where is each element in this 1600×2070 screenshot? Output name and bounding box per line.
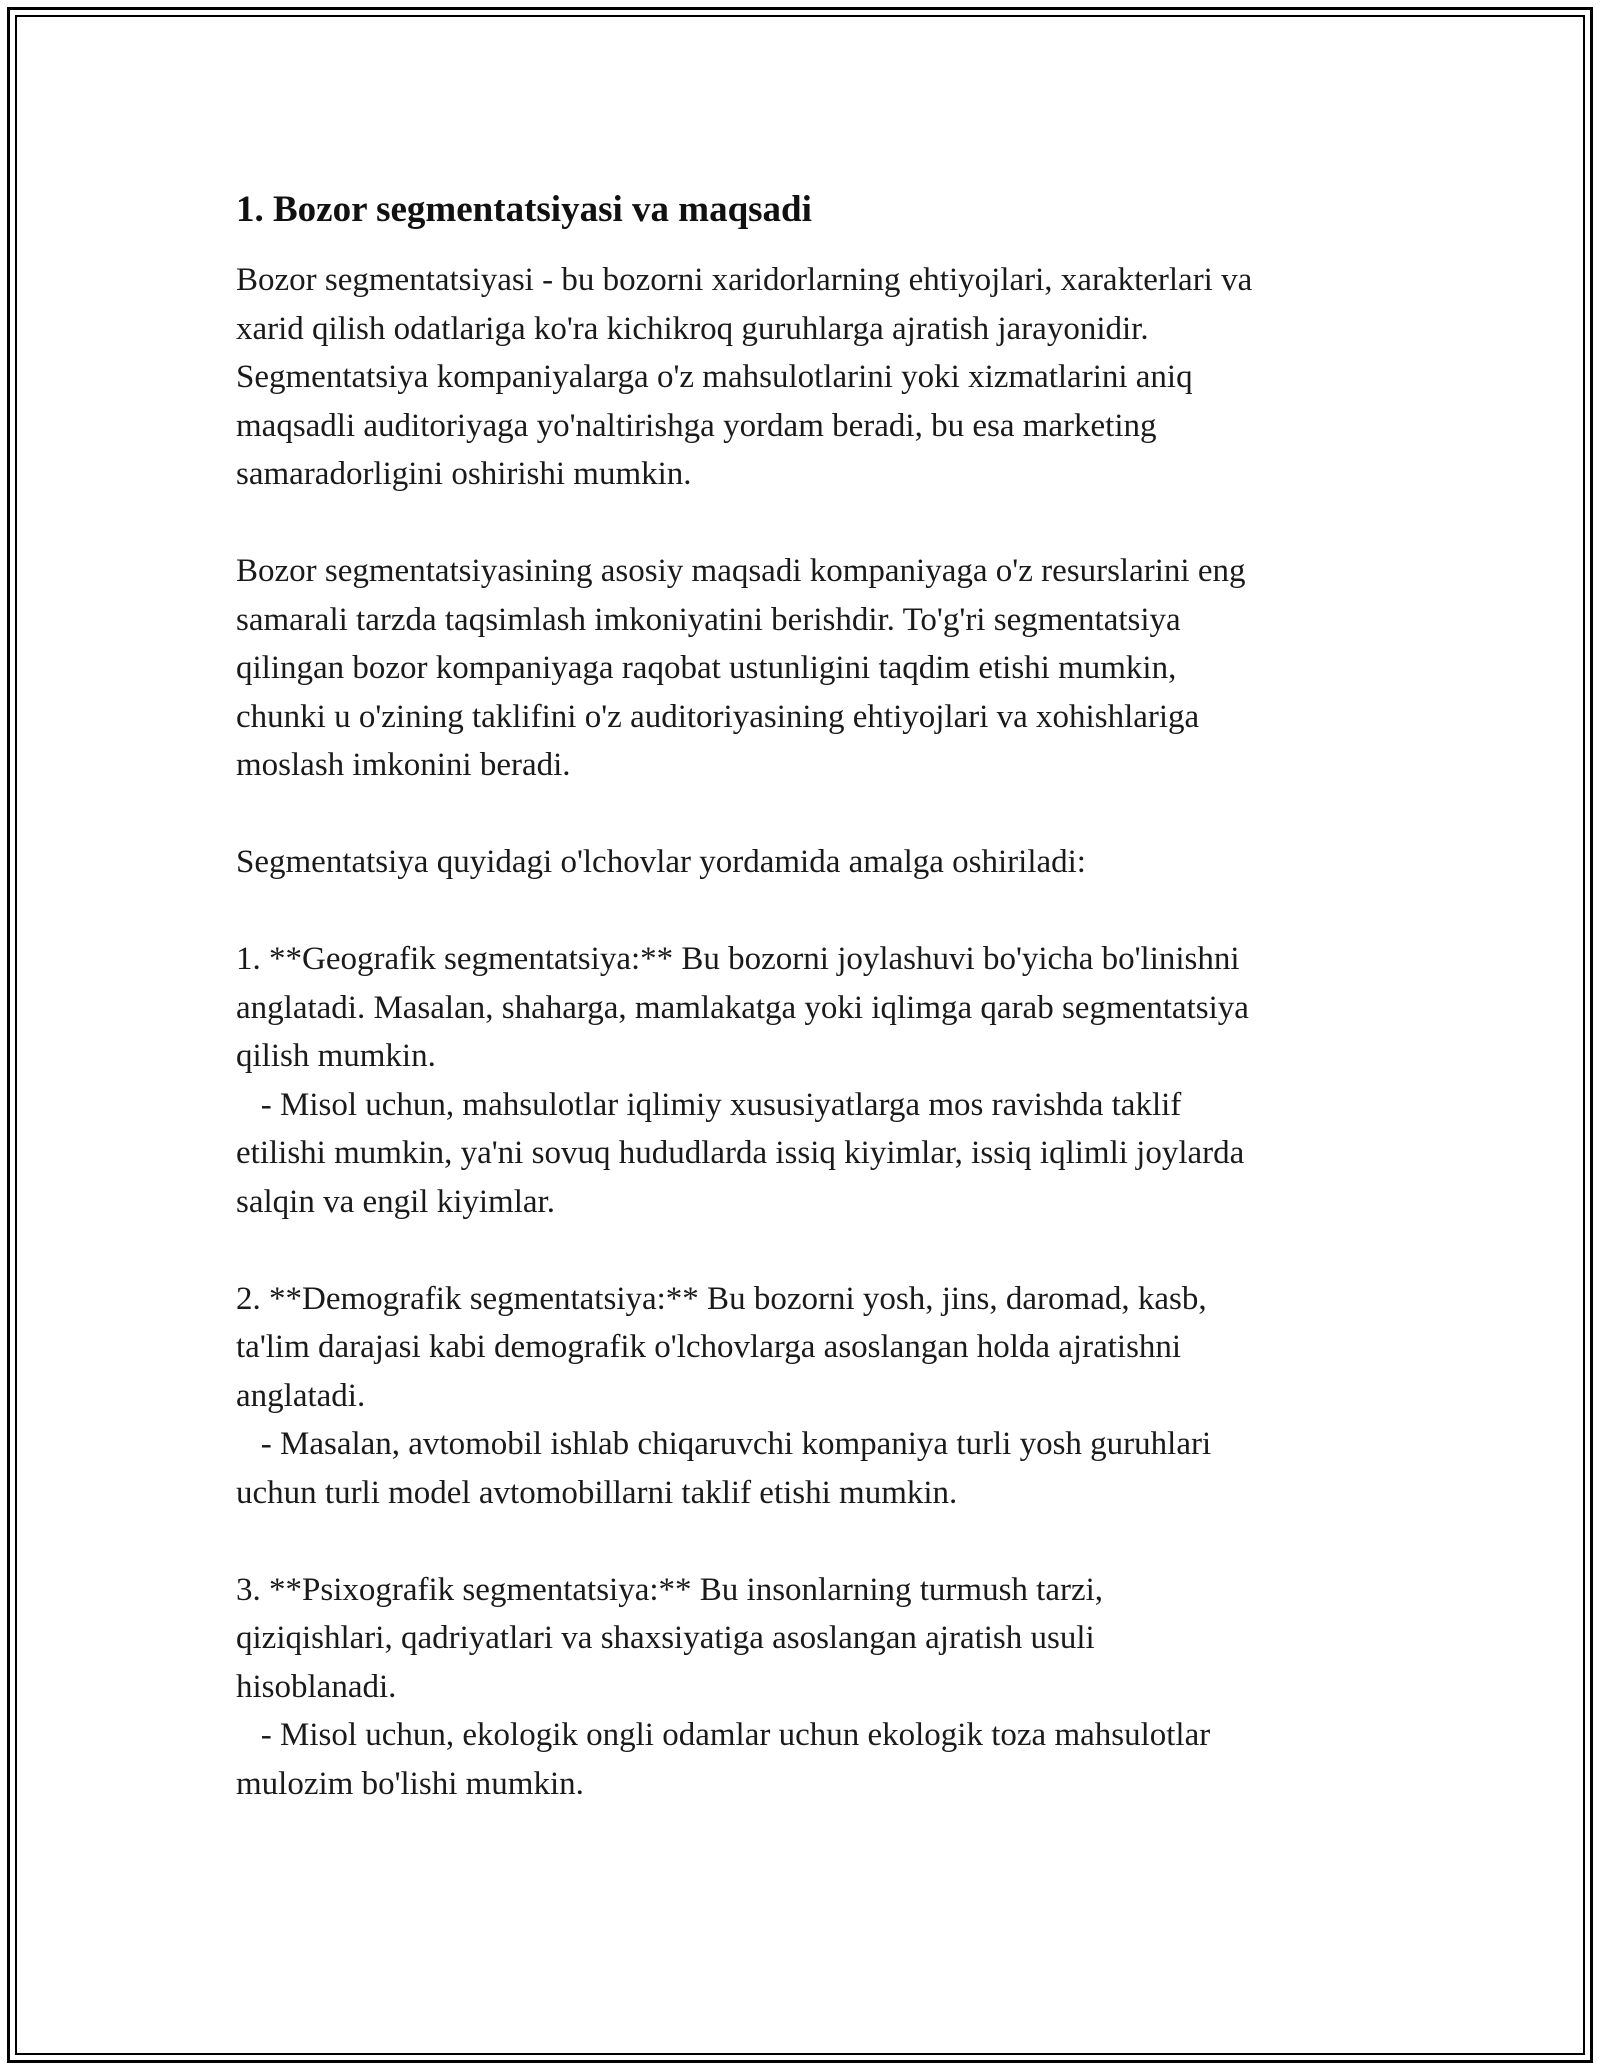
document-body	[236, 186, 1386, 1857]
list-item-geographic: 1. **Geografik segmentatsiya:** Bu bozorni joylashuvi bo'yicha bo'linishni anglatadi. Masalan, shaharga, mamlakatga yoki iqlimga qarab segmentatsiya qilish mumkin. - Misol uchun, mahsulotlar iqlimiy xususiyatlarga mos ravishda taklif etilishi mumkin, ya'ni sovuq hududlarda issiq kiyimlar, issiq iqlimli joylarda salqin va engil kiyimlar.	[236, 941, 1249, 1220]
section-heading: 1. Bozor segmentatsiyasi va maqsadi	[236, 189, 812, 230]
list-item-psychographic: 3. **Psixografik segmentatsiya:** Bu insonlarning turmush tarzi, qiziqishlari, qadriyatlari va shaxsiyatiga asoslangan ajratish usuli hisoblanadi. - Misol uchun, ekologik ongli odamlar uchun ekologik toza mahsulotlar mulozim bo'lishi mumkin.	[236, 1571, 1211, 1802]
paragraph-definition: Bozor segmentatsiyasi - bu bozorni xaridorlarning ehtiyojlari, xarakterlari va xarid qilish odatlariga ko'ra kichikroq guruhlarga ajratish jarayonidir. Segmentatsiya kompaniyalarga o'z mahsulotlarini yoki xizmatlarini aniq maqsadli auditoriyaga yo'naltirishga yordam beradi, bu esa marketing samaradorligini oshirishi mumkin.	[236, 262, 1253, 493]
list-item-demographic: 2. **Demografik segmentatsiya:** Bu bozorni yosh, jins, daromad, kasb, ta'lim darajasi kabi demografik o'lchovlarga asoslangan holda ajratishni anglatadi. - Masalan, avtomobil ishlab chiqaruvchi kompaniya turli yosh guruhlari uchun turli model avtomobillarni taklif etishi mumkin.	[236, 1280, 1212, 1511]
paragraph-dimensions-intro: Segmentatsiya quyidagi o'lchovlar yordamida amalga oshiriladi:	[236, 844, 1086, 881]
paragraph-purpose: Bozor segmentatsiyasining asosiy maqsadi kompaniyaga o'z resurslarini eng samarali tarzda taqsimlash imkoniyatini berishdir. To'g'ri segmentatsiya qilingan bozor kompaniyaga raqobat ustunligini taqdim etishi mumkin, chunki u o'zining taklifini o'z auditoriyasining ehtiyojlari va xohishlariga moslash imkonini beradi.	[236, 553, 1246, 784]
